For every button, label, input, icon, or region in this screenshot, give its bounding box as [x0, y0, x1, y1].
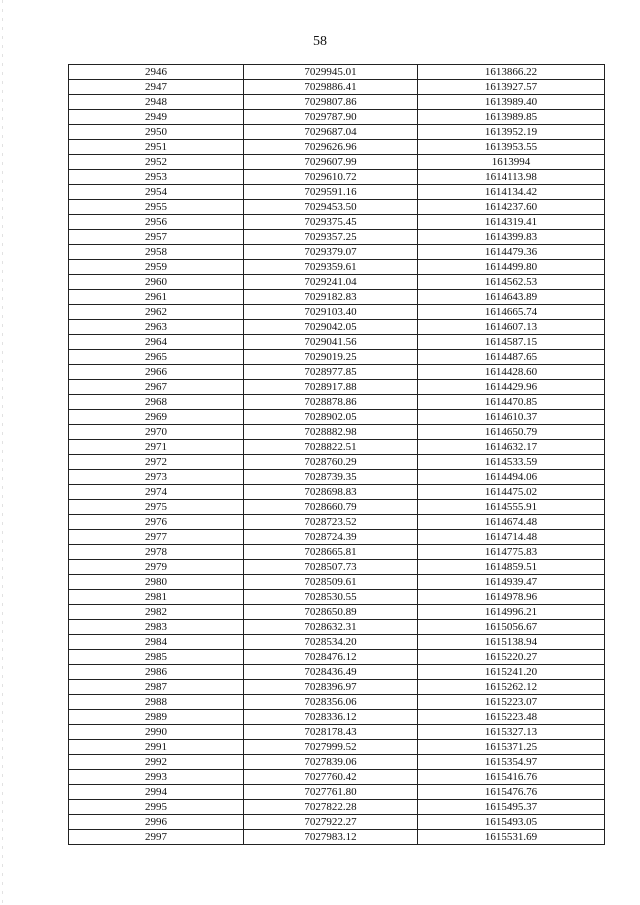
- point-number-cell: 2978: [69, 545, 244, 560]
- x-coordinate-cell: 7029041.56: [244, 335, 418, 350]
- point-number-cell: 2948: [69, 95, 244, 110]
- y-coordinate-cell: 1614113.98: [418, 170, 605, 185]
- y-coordinate-cell: 1615220.27: [418, 650, 605, 665]
- point-number-cell: 2970: [69, 425, 244, 440]
- y-coordinate-cell: 1613927.57: [418, 80, 605, 95]
- y-coordinate-cell: 1614494.06: [418, 470, 605, 485]
- point-number-cell: 2991: [69, 740, 244, 755]
- x-coordinate-cell: 7028436.49: [244, 665, 418, 680]
- table-row: [69, 260, 605, 275]
- point-number-cell: 2979: [69, 560, 244, 575]
- x-coordinate-cell: 7029357.25: [244, 230, 418, 245]
- x-coordinate-cell: 7029610.72: [244, 170, 418, 185]
- table-row: [69, 755, 605, 770]
- x-coordinate-cell: 7029945.01: [244, 65, 418, 80]
- y-coordinate-cell: 1614674.48: [418, 515, 605, 530]
- x-coordinate-cell: 7028476.12: [244, 650, 418, 665]
- point-number-cell: 2969: [69, 410, 244, 425]
- y-coordinate-cell: 1614643.89: [418, 290, 605, 305]
- y-coordinate-cell: 1615416.76: [418, 770, 605, 785]
- point-number-cell: 2990: [69, 725, 244, 740]
- y-coordinate-cell: 1613989.85: [418, 110, 605, 125]
- y-coordinate-cell: 1614562.53: [418, 275, 605, 290]
- y-coordinate-cell: 1613952.19: [418, 125, 605, 140]
- scan-edge-artifact: [2, 0, 3, 905]
- table-row: [69, 155, 605, 170]
- point-number-cell: 2984: [69, 635, 244, 650]
- table-row: [69, 680, 605, 695]
- point-number-cell: 2987: [69, 680, 244, 695]
- x-coordinate-cell: 7029787.90: [244, 110, 418, 125]
- table-row: [69, 470, 605, 485]
- point-number-cell: 2988: [69, 695, 244, 710]
- y-coordinate-cell: 1614996.21: [418, 605, 605, 620]
- x-coordinate-cell: 7028882.98: [244, 425, 418, 440]
- point-number-cell: 2971: [69, 440, 244, 455]
- table-row: [69, 455, 605, 470]
- y-coordinate-cell: 1614429.96: [418, 380, 605, 395]
- table-row: [69, 650, 605, 665]
- table-row: [69, 710, 605, 725]
- x-coordinate-cell: 7028530.55: [244, 590, 418, 605]
- point-number-cell: 2983: [69, 620, 244, 635]
- point-number-cell: 2980: [69, 575, 244, 590]
- x-coordinate-cell: 7028760.29: [244, 455, 418, 470]
- y-coordinate-cell: 1614134.42: [418, 185, 605, 200]
- point-number-cell: 2986: [69, 665, 244, 680]
- point-number-cell: 2950: [69, 125, 244, 140]
- x-coordinate-cell: 7029375.45: [244, 215, 418, 230]
- x-coordinate-cell: 7028507.73: [244, 560, 418, 575]
- table-row: [69, 515, 605, 530]
- point-number-cell: 2957: [69, 230, 244, 245]
- y-coordinate-cell: 1614775.83: [418, 545, 605, 560]
- y-coordinate-cell: 1615262.12: [418, 680, 605, 695]
- x-coordinate-cell: 7029241.04: [244, 275, 418, 290]
- table-row: [69, 275, 605, 290]
- y-coordinate-cell: 1614978.96: [418, 590, 605, 605]
- y-coordinate-cell: 1614475.02: [418, 485, 605, 500]
- y-coordinate-cell: 1614499.80: [418, 260, 605, 275]
- y-coordinate-cell: 1615056.67: [418, 620, 605, 635]
- point-number-cell: 2954: [69, 185, 244, 200]
- table-row: [69, 200, 605, 215]
- x-coordinate-cell: 7028822.51: [244, 440, 418, 455]
- table-row: [69, 665, 605, 680]
- y-coordinate-cell: 1613989.40: [418, 95, 605, 110]
- y-coordinate-cell: 1614610.37: [418, 410, 605, 425]
- y-coordinate-cell: 1614533.59: [418, 455, 605, 470]
- x-coordinate-cell: 7028724.39: [244, 530, 418, 545]
- y-coordinate-cell: 1614714.48: [418, 530, 605, 545]
- x-coordinate-cell: 7028977.85: [244, 365, 418, 380]
- table-row: [69, 395, 605, 410]
- point-number-cell: 2993: [69, 770, 244, 785]
- table-row: [69, 605, 605, 620]
- table-row: [69, 335, 605, 350]
- point-number-cell: 2960: [69, 275, 244, 290]
- x-coordinate-cell: 7029182.83: [244, 290, 418, 305]
- point-number-cell: 2975: [69, 500, 244, 515]
- table-row: [69, 80, 605, 95]
- point-number-cell: 2992: [69, 755, 244, 770]
- x-coordinate-cell: 7028723.52: [244, 515, 418, 530]
- x-coordinate-cell: 7028650.89: [244, 605, 418, 620]
- point-number-cell: 2981: [69, 590, 244, 605]
- point-number-cell: 2996: [69, 815, 244, 830]
- table-row: [69, 530, 605, 545]
- x-coordinate-cell: 7028336.12: [244, 710, 418, 725]
- table-row: [69, 785, 605, 800]
- y-coordinate-cell: 1614665.74: [418, 305, 605, 320]
- y-coordinate-cell: 1615354.97: [418, 755, 605, 770]
- table-row: [69, 95, 605, 110]
- point-number-cell: 2959: [69, 260, 244, 275]
- y-coordinate-cell: 1615138.94: [418, 635, 605, 650]
- y-coordinate-cell: 1614487.65: [418, 350, 605, 365]
- y-coordinate-cell: 1615495.37: [418, 800, 605, 815]
- point-number-cell: 2974: [69, 485, 244, 500]
- x-coordinate-cell: 7028509.61: [244, 575, 418, 590]
- x-coordinate-cell: 7029019.25: [244, 350, 418, 365]
- table-row: [69, 725, 605, 740]
- x-coordinate-cell: 7028917.88: [244, 380, 418, 395]
- point-number-cell: 2977: [69, 530, 244, 545]
- y-coordinate-cell: 1614939.47: [418, 575, 605, 590]
- table-row: [69, 440, 605, 455]
- point-number-cell: 2958: [69, 245, 244, 260]
- point-number-cell: 2961: [69, 290, 244, 305]
- point-number-cell: 2964: [69, 335, 244, 350]
- x-coordinate-cell: 7028902.05: [244, 410, 418, 425]
- x-coordinate-cell: 7027922.27: [244, 815, 418, 830]
- point-number-cell: 2976: [69, 515, 244, 530]
- table-row: [69, 695, 605, 710]
- x-coordinate-cell: 7029626.96: [244, 140, 418, 155]
- x-coordinate-cell: 7028178.43: [244, 725, 418, 740]
- point-number-cell: 2947: [69, 80, 244, 95]
- point-number-cell: 2955: [69, 200, 244, 215]
- y-coordinate-cell: 1613866.22: [418, 65, 605, 80]
- x-coordinate-cell: 7028534.20: [244, 635, 418, 650]
- y-coordinate-cell: 1614587.15: [418, 335, 605, 350]
- point-number-cell: 2989: [69, 710, 244, 725]
- page-number: 58: [313, 34, 327, 49]
- point-number-cell: 2994: [69, 785, 244, 800]
- point-number-cell: 2982: [69, 605, 244, 620]
- coordinates-table-body: [69, 65, 605, 845]
- point-number-cell: 2967: [69, 380, 244, 395]
- table-row: [69, 320, 605, 335]
- point-number-cell: 2951: [69, 140, 244, 155]
- x-coordinate-cell: 7029359.61: [244, 260, 418, 275]
- y-coordinate-cell: 1614650.79: [418, 425, 605, 440]
- x-coordinate-cell: 7027839.06: [244, 755, 418, 770]
- point-number-cell: 2952: [69, 155, 244, 170]
- x-coordinate-cell: 7029591.16: [244, 185, 418, 200]
- point-number-cell: 2953: [69, 170, 244, 185]
- x-coordinate-cell: 7028660.79: [244, 500, 418, 515]
- y-coordinate-cell: 1614479.36: [418, 245, 605, 260]
- table-row: [69, 560, 605, 575]
- x-coordinate-cell: 7027999.52: [244, 740, 418, 755]
- point-number-cell: 2963: [69, 320, 244, 335]
- table-row: [69, 305, 605, 320]
- table-row: [69, 830, 605, 845]
- y-coordinate-cell: 1614470.85: [418, 395, 605, 410]
- point-number-cell: 2956: [69, 215, 244, 230]
- table-row: [69, 635, 605, 650]
- point-number-cell: 2968: [69, 395, 244, 410]
- y-coordinate-cell: 1615476.76: [418, 785, 605, 800]
- x-coordinate-cell: 7027761.80: [244, 785, 418, 800]
- y-coordinate-cell: 1615241.20: [418, 665, 605, 680]
- y-coordinate-cell: 1615327.13: [418, 725, 605, 740]
- y-coordinate-cell: 1614632.17: [418, 440, 605, 455]
- point-number-cell: 2949: [69, 110, 244, 125]
- x-coordinate-cell: 7028396.97: [244, 680, 418, 695]
- table-row: [69, 545, 605, 560]
- table-row: [69, 500, 605, 515]
- table-row: [69, 170, 605, 185]
- x-coordinate-cell: 7029687.04: [244, 125, 418, 140]
- point-number-cell: 2965: [69, 350, 244, 365]
- table-row: [69, 185, 605, 200]
- y-coordinate-cell: 1613994: [418, 155, 605, 170]
- point-number-cell: 2985: [69, 650, 244, 665]
- y-coordinate-cell: 1615223.07: [418, 695, 605, 710]
- table-row: [69, 140, 605, 155]
- x-coordinate-cell: 7029042.05: [244, 320, 418, 335]
- table-row: [69, 230, 605, 245]
- x-coordinate-cell: 7027822.28: [244, 800, 418, 815]
- table-row: [69, 365, 605, 380]
- y-coordinate-cell: 1615223.48: [418, 710, 605, 725]
- x-coordinate-cell: 7029886.41: [244, 80, 418, 95]
- table-row: [69, 425, 605, 440]
- table-row: [69, 350, 605, 365]
- table-row: [69, 485, 605, 500]
- x-coordinate-cell: 7029379.07: [244, 245, 418, 260]
- table-row: [69, 815, 605, 830]
- point-number-cell: 2946: [69, 65, 244, 80]
- point-number-cell: 2972: [69, 455, 244, 470]
- x-coordinate-cell: 7028878.86: [244, 395, 418, 410]
- x-coordinate-cell: 7028739.35: [244, 470, 418, 485]
- table-row: [69, 215, 605, 230]
- table-row: [69, 740, 605, 755]
- coordinates-table-container: [68, 64, 604, 845]
- x-coordinate-cell: 7028665.81: [244, 545, 418, 560]
- x-coordinate-cell: 7028356.06: [244, 695, 418, 710]
- table-row: [69, 590, 605, 605]
- x-coordinate-cell: 7029607.99: [244, 155, 418, 170]
- y-coordinate-cell: 1615371.25: [418, 740, 605, 755]
- x-coordinate-cell: 7028698.83: [244, 485, 418, 500]
- coordinates-table: [68, 64, 605, 845]
- y-coordinate-cell: 1614859.51: [418, 560, 605, 575]
- y-coordinate-cell: 1615531.69: [418, 830, 605, 845]
- table-row: [69, 620, 605, 635]
- table-row: [69, 800, 605, 815]
- y-coordinate-cell: 1615493.05: [418, 815, 605, 830]
- x-coordinate-cell: 7028632.31: [244, 620, 418, 635]
- y-coordinate-cell: 1614555.91: [418, 500, 605, 515]
- table-row: [69, 125, 605, 140]
- x-coordinate-cell: 7027983.12: [244, 830, 418, 845]
- table-row: [69, 575, 605, 590]
- table-row: [69, 245, 605, 260]
- y-coordinate-cell: 1614607.13: [418, 320, 605, 335]
- point-number-cell: 2995: [69, 800, 244, 815]
- point-number-cell: 2962: [69, 305, 244, 320]
- table-row: [69, 380, 605, 395]
- table-row: [69, 410, 605, 425]
- x-coordinate-cell: 7027760.42: [244, 770, 418, 785]
- y-coordinate-cell: 1614399.83: [418, 230, 605, 245]
- y-coordinate-cell: 1614428.60: [418, 365, 605, 380]
- table-row: [69, 770, 605, 785]
- table-row: [69, 65, 605, 80]
- y-coordinate-cell: 1614237.60: [418, 200, 605, 215]
- table-row: [69, 110, 605, 125]
- point-number-cell: 2966: [69, 365, 244, 380]
- table-row: [69, 290, 605, 305]
- x-coordinate-cell: 7029453.50: [244, 200, 418, 215]
- x-coordinate-cell: 7029807.86: [244, 95, 418, 110]
- point-number-cell: 2973: [69, 470, 244, 485]
- point-number-cell: 2997: [69, 830, 244, 845]
- y-coordinate-cell: 1613953.55: [418, 140, 605, 155]
- x-coordinate-cell: 7029103.40: [244, 305, 418, 320]
- y-coordinate-cell: 1614319.41: [418, 215, 605, 230]
